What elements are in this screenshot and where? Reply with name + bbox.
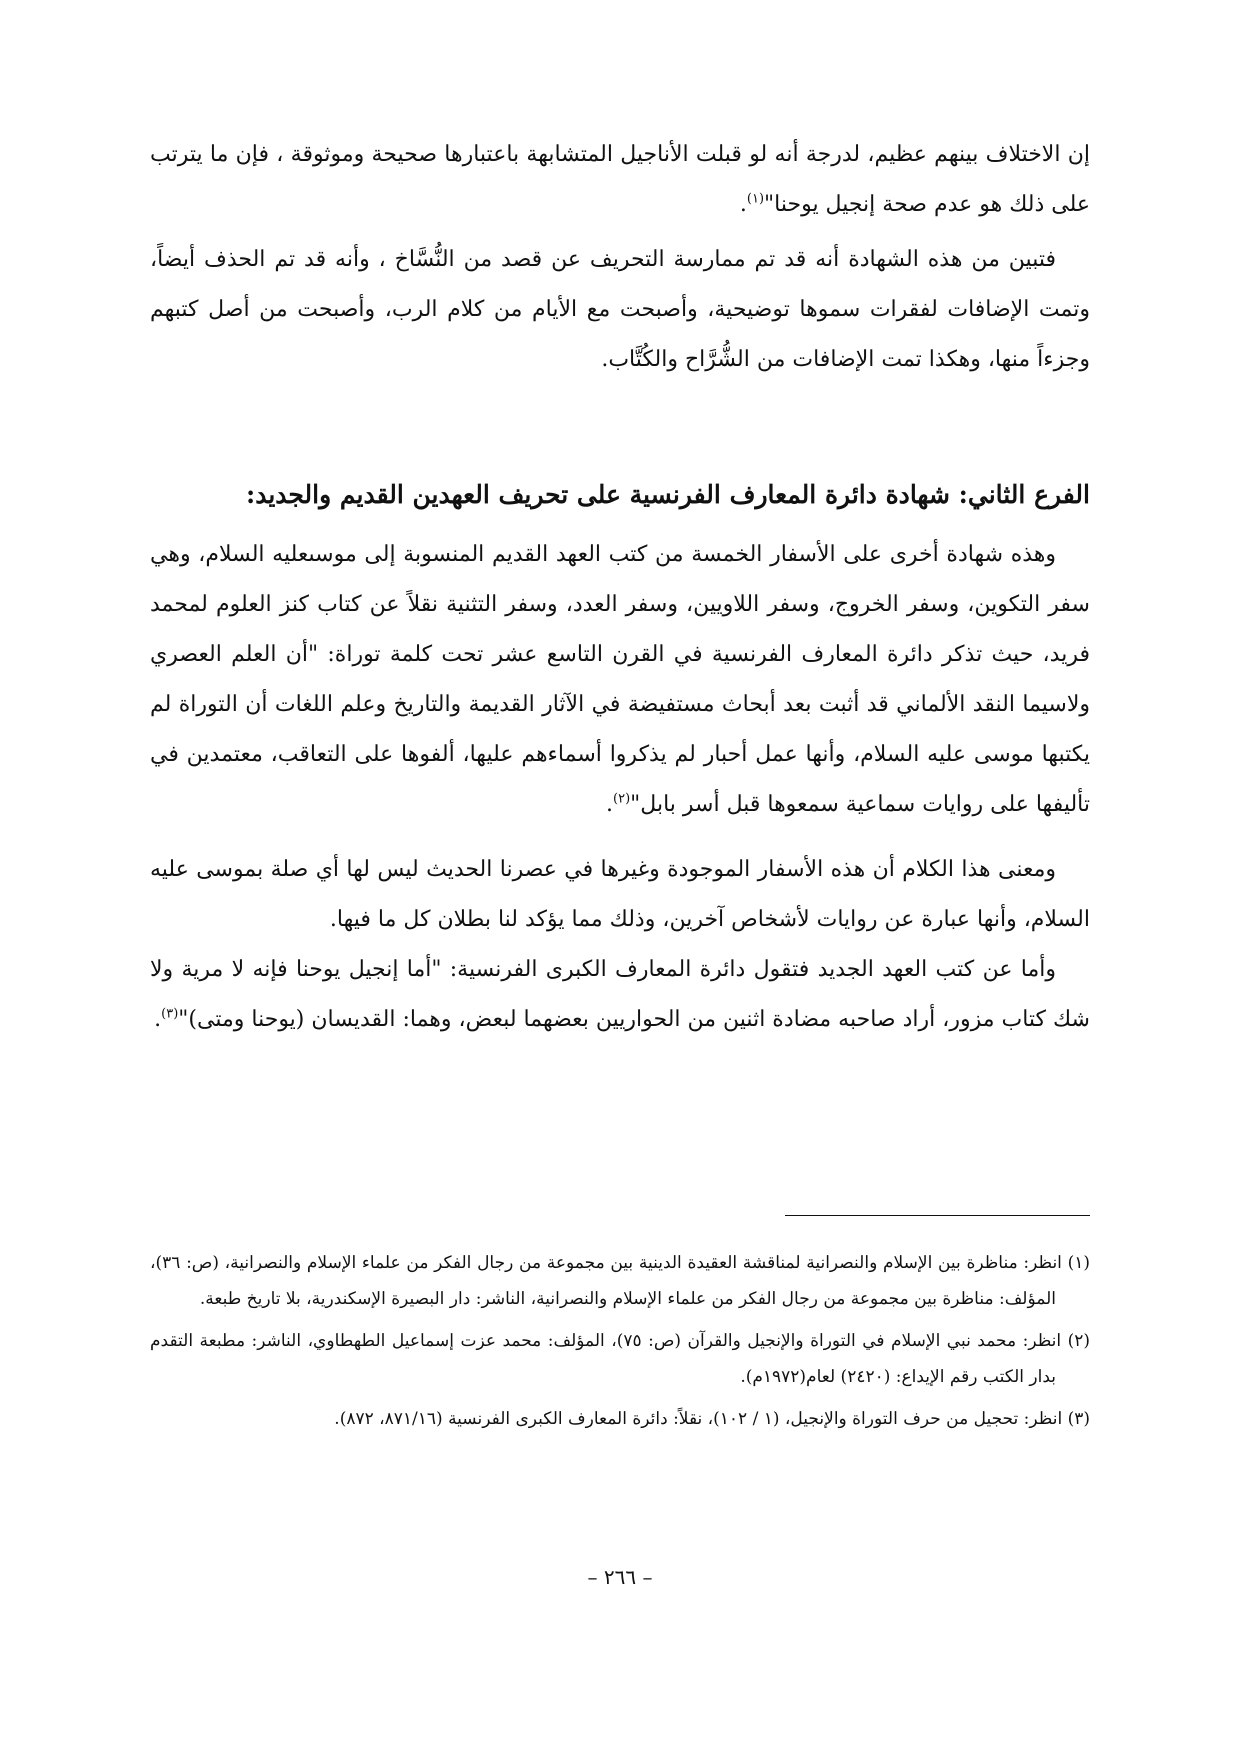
footnote-ref-1[interactable]: (١) [746, 191, 765, 207]
footnote-ref-2[interactable]: (٢) [613, 791, 631, 807]
paragraph-3-end: . [606, 792, 614, 817]
paragraph-2: فتبين من هذه الشهادة أنه قد تم ممارسة التحريف عن قصد من النُّسَّاخ ، وأنه قد تم الحذف أيضاً، وتمت الإضافات لفقرات سموها توضيحية، وأصبحت مع الأيام من كلام الرب، وأصبحت من أصل كتبهم وجزءاً منها، وهكذا تمت الإضافات من الشُّرَّاح والكُتَّاب. [150, 247, 1090, 372]
footnotes [150, 1245, 1090, 1443]
paragraph-3 [150, 530, 1090, 830]
footnote-1: (١) انظر: مناظرة بين الإسلام والنصرانية لمناقشة العقيدة الدينية بين مجموعة من رجال الفكر من علماء الإسلام والنصرانية، (ص: ٣٦)، المؤلف: مناظرة بين مجموعة من رجال الفكر من علماء الإسلام والنصرانية، الناشر: دار البصيرة الإسكندرية، بلا تاريخ طبعة. [150, 1253, 1090, 1309]
footnote-separator [785, 1215, 1090, 1216]
footnote-ref-3[interactable]: (٣) [161, 1006, 179, 1022]
paragraph-1 [150, 130, 1090, 230]
section-heading-title: شهادة دائرة المعارف الفرنسية على تحريف العهدين القديم والجديد: [245, 480, 950, 509]
page-content [150, 130, 1090, 1690]
section-heading-label: الفرع الثاني: [958, 480, 1090, 509]
paragraph-1-end: . [739, 192, 747, 217]
paragraph-3-text: وهذه شهادة أخرى على الأسفار الخمسة من كتب العهد القديم المنسوبة إلى موسىعليه السلام، وهي سفر التكوين، وسفر الخروج، وسفر اللاويين، وسفر العدد، وسفر التثنية نقلاً عن كتاب كنز العلوم لمحمد فريد، حيث تذكر دائرة المعارف الفرنسية في القرن التاسع عشر تحت كلمة توراة: "أن العلم العصري ولاسيما النقد الألماني قد أثبت بعد أبحاث مستفيضة في الآثار القديمة والتاريخ وعلم اللغات أن التوراة لم يكتبها موسى عليه السلام، وأنها عمل أحبار لم يذكروا أسماءهم عليها، ألفوها على التعاقب، معتمدين في تأليفها على روايات سماعية سمعوها قبل أسر بابل" [150, 542, 1090, 817]
footnote-3: (٣) انظر: تحجيل من حرف التوراة والإنجيل، (١ / ١٠٢)، نقلاً: دائرة المعارف الكبرى الفرنسية (٨٧١/١٦، ٨٧٢). [334, 1409, 1090, 1429]
section-heading [150, 470, 1090, 520]
paragraph-1-text: إن الاختلاف بينهم عظيم، لدرجة أنه لو قبلت الأناجيل المتشابهة باعتبارها صحيحة وموثوقة ، فإن ما يترتب على ذلك هو عدم صحة إنجيل يوحنا" [150, 142, 1090, 217]
paragraph-4: ومعنى هذا الكلام أن هذه الأسفار الموجودة وغيرها في عصرنا الحديث ليس لها أي صلة بموسى عليه السلام، وأنها عبارة عن روايات لأشخاص آخرين، وذلك مما يؤكد لنا بطلان كل ما فيها. [150, 857, 1090, 932]
footnote-2: (٢) انظر: محمد نبي الإسلام في التوراة والإنجيل والقرآن (ص: ٧٥)، المؤلف: محمد عزت إسماعيل الطهطاوي، الناشر: مطبعة التقدم بدار الكتب رقم الإيداع: (٢٤٢٠) لعام(١٩٧٢م). [150, 1331, 1090, 1387]
paragraph-5 [150, 945, 1090, 1045]
paragraph-5-end: . [154, 1007, 162, 1032]
paragraph-5-text: وأما عن كتب العهد الجديد فتقول دائرة المعارف الكبرى الفرنسية: "أما إنجيل يوحنا فإنه لا مرية ولا شك كتاب مزور، أراد صاحبه مضادة اثنين من الحواريين بعضهما لبعض، وهما: القديسان (يوحنا ومتى)" [150, 957, 1090, 1032]
page-number: – ٢٦٦ – [587, 1565, 653, 1589]
